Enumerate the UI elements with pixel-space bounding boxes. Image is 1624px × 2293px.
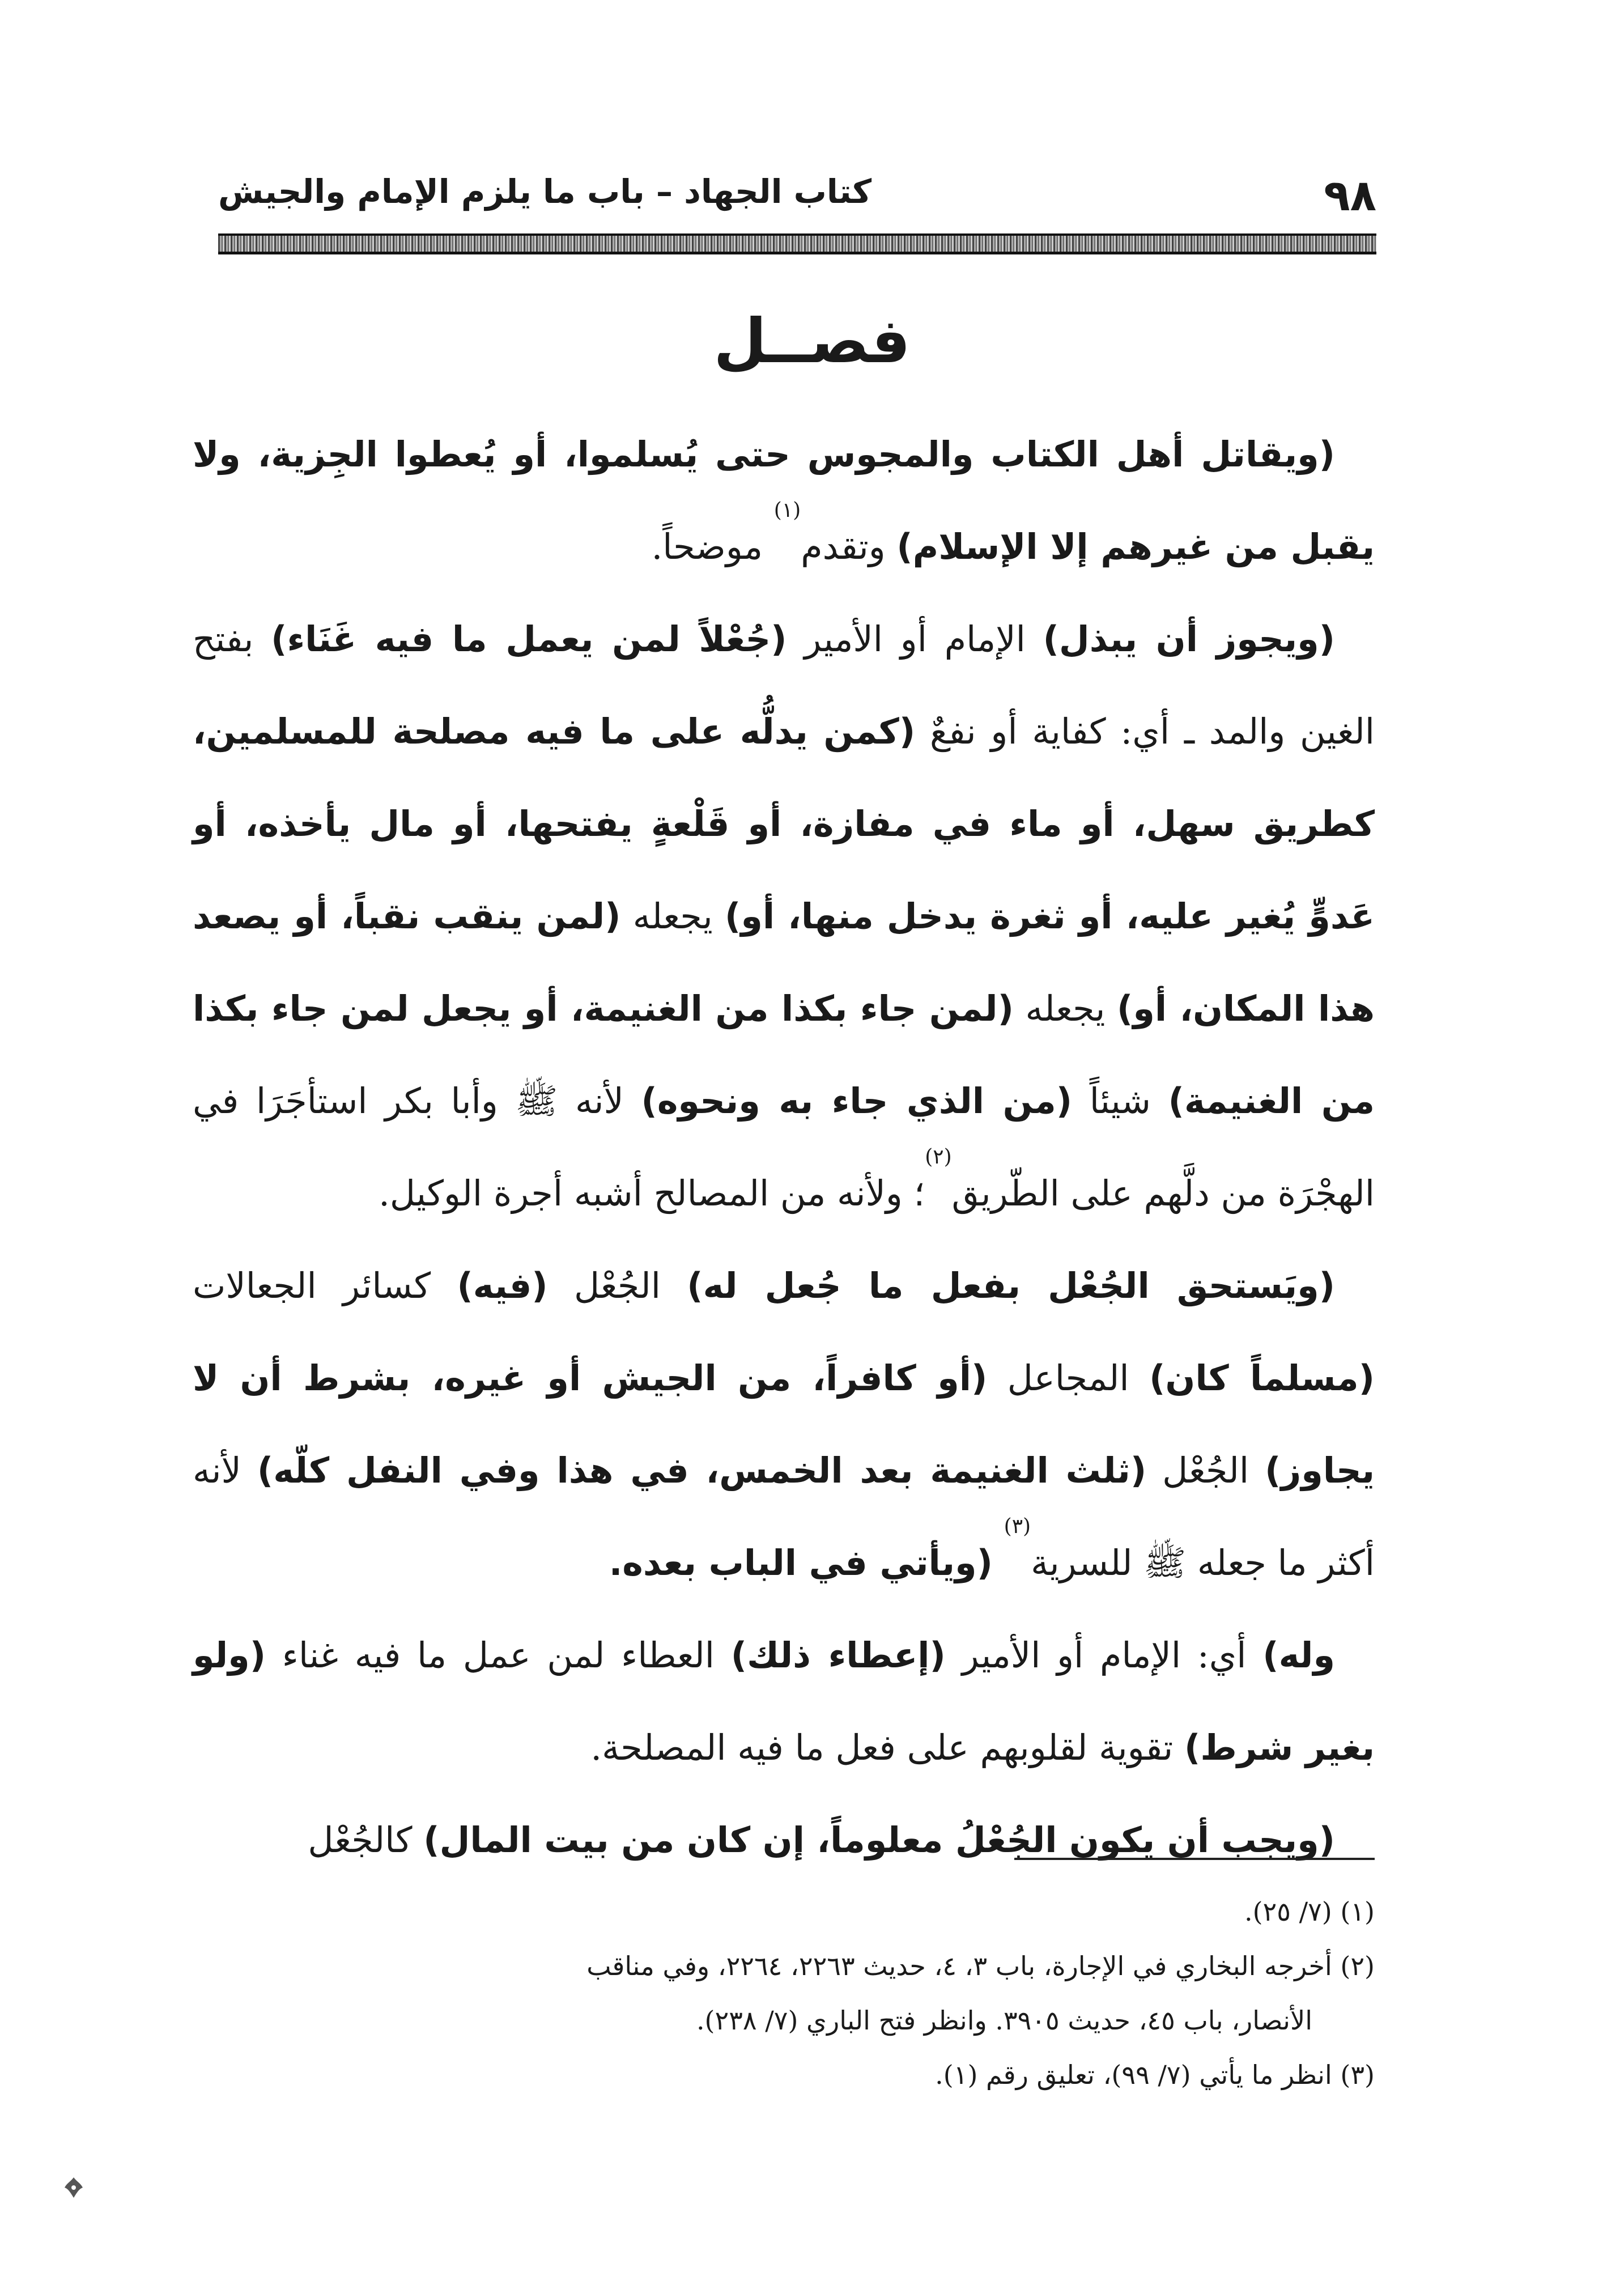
commentary-text: بفتح الغين والمد ـ أي: كفاية أو نفعٌ <box>193 618 1375 752</box>
commentary-text: تقوية لقلوبهم على فعل ما فيه المصلحة. <box>590 1727 1184 1768</box>
footnote-text: أخرجه البخاري في الإجارة، باب ٣، ٤، حديث ٢٢٦٣، ٢٢٦٤، وفي مناقب <box>586 1951 1341 1981</box>
matn-text: (ويقاتل أهل الكتاب والمجوس حتى يُسلموا، أو يُعطوا الجِزية، ولا يقبل من غيرهم إلا الإسلام) <box>193 434 1375 567</box>
footnote-number: (١) <box>1340 1896 1375 1927</box>
footnote-number: (٢) <box>1340 1951 1375 1981</box>
matn-text: (ويَستحق الجُعْل بفعل ما جُعل له) <box>687 1265 1336 1306</box>
matn-text: (ولو بغير شرط) <box>193 1634 1375 1768</box>
commentary-text: الجُعْل <box>1146 1450 1265 1491</box>
commentary-text: ؛ ولأنه من المصالح أشبه أجرة الوكيل. <box>379 1173 925 1214</box>
paragraph <box>193 1794 1375 1886</box>
matn-text: (من الذي جاء به ونحوه) <box>641 1080 1073 1122</box>
matn-text: (أو كافراً، من الجيش أو غيره، بشرط أن لا يجاوز) <box>193 1357 1375 1491</box>
matn-text: (ويجب أن يكون الجُعْلُ معلوماً، إن كان من بيت المال) <box>423 1819 1335 1861</box>
commentary-text: الجُعْل <box>547 1265 687 1306</box>
matn-text: (مسلماً كان) <box>1149 1357 1375 1399</box>
footnote-ref: (٣) <box>1004 1515 1031 1538</box>
footnote-text: انظر ما يأتي (٧/ ٩٩)، تعليق رقم (١). <box>935 2060 1341 2090</box>
commentary-text: يجعله <box>620 895 725 937</box>
page-number: ٩٨ <box>1324 170 1376 220</box>
matn-text: وله) <box>1262 1634 1335 1676</box>
commentary-text: وتقدم <box>801 526 897 567</box>
commentary-text: لأنه أكثر ما جعله ﷺ للسرية <box>193 1450 1375 1583</box>
paragraph <box>193 408 1375 593</box>
footnote <box>193 1884 1375 1939</box>
commentary-text: يجعله <box>1013 988 1117 1029</box>
matn-text: (لمن جاء بكذا من الغنيمة، أو يجعل لمن جاء بكذا من الغنيمة) <box>193 988 1375 1122</box>
footnote <box>193 1939 1375 2048</box>
commentary-text: لأنه ﷺ وأبا بكر استأجَرَا في الهجْرَة من دلَّهم على الطّريق <box>193 1080 1375 1214</box>
paragraph <box>193 593 1375 1239</box>
commentary-text: العطاء لمن عمل ما فيه غناء <box>266 1634 731 1676</box>
section-title: فصــل <box>713 306 911 377</box>
footnote-ref: (١) <box>773 499 801 522</box>
running-title: كتاب الجهاد – باب ما يلزم الإمام والجيش <box>218 172 872 211</box>
commentary-text: المجاعل <box>987 1357 1150 1399</box>
commentary-text: أي: الإمام أو الأمير <box>945 1634 1263 1676</box>
paragraph <box>193 1239 1375 1609</box>
body-text <box>193 408 1375 1886</box>
matn-text: (ويأتي في الباب بعده. <box>609 1542 993 1583</box>
footnote-ref: (٢) <box>925 1145 952 1169</box>
matn-text: (إعطاء ذلك) <box>730 1634 946 1676</box>
commentary-text: موضحاً. <box>651 526 774 567</box>
matn-text: (جُعْلاً لمن يعمل ما فيه غَنَاء) <box>271 618 787 660</box>
paragraph <box>193 1609 1375 1794</box>
matn-text: (ويجوز أن يبذل) <box>1043 618 1335 660</box>
commentary-text: كالجُعْل <box>308 1819 424 1861</box>
footnote-number: (٣) <box>1340 2060 1375 2090</box>
footnote <box>193 2048 1375 2102</box>
matn-text: (ثلث الغنيمة بعد الخمس، في هذا وفي النفل كلّه) <box>257 1450 1147 1491</box>
running-header <box>218 170 1376 221</box>
matn-text: (فيه) <box>457 1265 548 1306</box>
footnote-text: (٧/ ٢٥). <box>1244 1896 1341 1927</box>
commentary-text: الإمام أو الأمير <box>787 618 1043 660</box>
commentary-text: كسائر الجعالات <box>193 1265 457 1306</box>
commentary-text <box>993 1542 1004 1583</box>
fleuron-ornament-icon <box>61 2175 86 2200</box>
commentary-text: شيئاً <box>1072 1080 1168 1122</box>
matn-text: (لمن ينقب نقباً، أو يصعد هذا المكان، أو) <box>193 895 1375 1029</box>
footnote-text-continued: الأنصار، باب ٤٥، حديث ٣٩٠٥. وانظر فتح الباري (٧/ ٢٣٨). <box>696 2005 1312 2036</box>
footnotes <box>193 1884 1375 2102</box>
matn-text: (كمن يدلُّه على ما فيه مصلحة للمسلمين، كطريق سهل، أو ماء في مفازة، أو قَلْعةٍ يفتحها، أو مال يأخذه، أو عَدوٍّ يُغير عليه، أو ثغرة يدخل منها، أو) <box>193 711 1375 937</box>
header-rule <box>218 233 1376 254</box>
footnote-divider <box>1014 1858 1375 1860</box>
